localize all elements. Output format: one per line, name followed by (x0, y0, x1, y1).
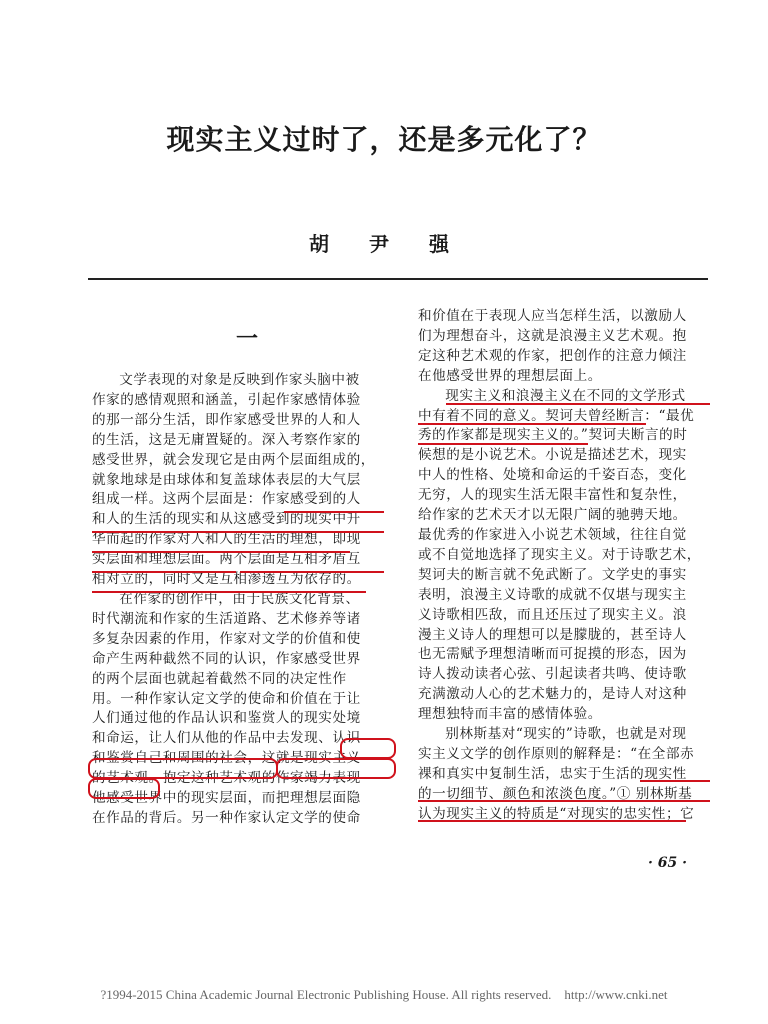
annotation-underline (240, 571, 384, 573)
annotation-underline (284, 511, 384, 513)
text-line: 的两个层面也就起着截然不同的决定性作 (92, 670, 347, 687)
text-line: 作家的感情观照和涵盖，引起作家感情体验 (92, 391, 361, 408)
text-line: 给作家的艺术天才以无限广阔的驰骋天地。 (418, 507, 687, 524)
text-line: 用。一种作家认定文学的使命和价值在于让 (92, 690, 361, 707)
right-column (418, 307, 710, 825)
text-line: 无穷，人的现实生活无限丰富性和复杂性， (418, 487, 687, 504)
text-line: 在作家的创作中，由于民族文化背景、 (119, 590, 360, 607)
text-line: 裸和真实中复制生活，忠实于生活的现实性 (418, 765, 687, 782)
text-line: 也无需赋予理想清晰而可捉摸的形态，因为 (418, 646, 687, 663)
annotation-underline (418, 423, 646, 425)
text-line: 在作品的背后。另一种作家认定文学的使命 (92, 809, 361, 826)
annotation-underline (418, 820, 686, 822)
text-line: 别林斯基对“现实的”诗歌，也就是对现 (445, 726, 687, 743)
text-line: 义诗歌相匹敌，而且还压过了现实主义。浪 (418, 606, 687, 623)
text-line: 在他感受世界的理想层面上。 (418, 367, 602, 384)
text-line: 表明，浪漫主义诗歌的成就不仅堪与现实主 (418, 586, 687, 603)
article-title: 现实主义过时了，还是多元化了？ (166, 123, 602, 156)
text-line: 组成一样。这两个层面是：作家感受到的人 (92, 491, 361, 508)
text-line: 中人的性格、处境和命运的千姿百态，变化 (418, 467, 687, 484)
annotation-underline (92, 571, 236, 573)
annotation-underline (418, 443, 588, 445)
text-line: 候想的是小说艺术。小说是描述艺术，现实 (418, 447, 687, 464)
text-line: 认为现实主义的特质是“对现实的忠实性；它 (418, 805, 695, 822)
text-line: 文学表现的对象是反映到作家头脑中被 (119, 372, 360, 388)
annotation-underline (418, 800, 710, 802)
text-line: 就象地球是由球体和复盖球体表层的大气层 (92, 471, 361, 488)
text-line: 实主义文学的创作原则的解释是：“在全部赤 (418, 745, 695, 762)
text-line: 华而起的作家对人和人的生活的理想，即现 (92, 531, 361, 548)
text-line: 实层面和理想层面。两个层面是互相矛盾互 (92, 551, 361, 568)
annotation-box (88, 758, 278, 779)
text-line: 们为理想奋斗，这就是浪漫主义艺术观。抱 (418, 327, 687, 344)
text-line: 和鉴赏自己和周围的社会，这就是现实主义 (92, 750, 361, 767)
annotation-underline (92, 551, 350, 553)
text-line: 的那一部分生活，即作家感受世界的人和人 (92, 411, 361, 428)
text-line: 定这种艺术观的作家，把创作的注意力倾注 (418, 347, 687, 364)
annotation-box (88, 778, 160, 799)
text-line: 现实主义和浪漫主义在不同的文学形式 (445, 387, 686, 404)
author-name: 胡 尹 强 (309, 232, 459, 256)
text-line: 人们通过他的作品认识和鉴赏人的现实处境 (92, 710, 361, 727)
text-line: 的艺术观。抱定这种艺术观的作家竭力表现 (92, 770, 361, 787)
annotation-underline (92, 591, 366, 593)
text-line: 相对立的，同时又是互相渗透互为依存的。 (92, 571, 361, 588)
text-line: 他感受世界中的现实层面，而把理想层面隐 (92, 790, 361, 807)
text-line: 的生活，这是无庸置疑的。深入考察作家的 (92, 431, 361, 448)
text-line: 时代潮流和作家的生活道路、艺术修养等诸 (92, 610, 361, 627)
text-line: 充满激动人心的艺术魅力的，是诗人对这种 (418, 686, 687, 703)
annotation-underline (640, 780, 710, 782)
text-line: 和价值在于表现人应当怎样生活，以激励人 (418, 308, 687, 324)
copyright-footer: ?1994-2015 China Academic Journal Electronic Publishing House. All rights reserved. http://www.cnki.net (100, 987, 668, 1002)
text-line: 或不自觉地选择了现实主义。对于诗歌艺术， (418, 546, 701, 563)
header-rule (88, 278, 708, 280)
annotation-box (276, 758, 396, 779)
text-line: 和人的生活的现实和从这感受到的现实中升 (92, 511, 361, 528)
annotation-underline (446, 403, 710, 405)
text-line: 契诃夫的断言就不免武断了。文学史的事实 (418, 566, 687, 583)
text-line: 中有着不同的意义。契诃夫曾经断言：“最优 (418, 407, 695, 424)
text-line: 理想独特而丰富的感情体验。 (418, 706, 602, 723)
annotation-box (340, 738, 396, 759)
text-line: 多复杂因素的作用，作家对文学的价值和使 (92, 630, 361, 647)
section-marker: 一 (235, 326, 258, 352)
text-line: 命产生两种截然不同的认识，作家感受世界 (92, 650, 361, 667)
page-number: · 65 · (648, 855, 687, 871)
text-line: 感受世界，就会发现它是由两个层面组成的， (92, 451, 375, 468)
text-line: 最优秀的作家进入小说艺术领域，往往自觉 (418, 526, 687, 543)
text-line: 和命运，让人们从他的作品中去发现、认识 (92, 730, 361, 747)
text-line: 漫主义诗人的理想可以是朦胧的，甚至诗人 (418, 626, 687, 643)
text-line: 的一切细节、颜色和浓淡色度。”① 别林斯基 (418, 785, 693, 802)
text-line: 秀的作家都是现实主义的。”契诃夫断言的时 (418, 427, 688, 444)
text-line: 诗人拨动读者心弦、引起读者共鸣、使诗歌 (418, 666, 687, 683)
annotation-underline (92, 531, 384, 533)
